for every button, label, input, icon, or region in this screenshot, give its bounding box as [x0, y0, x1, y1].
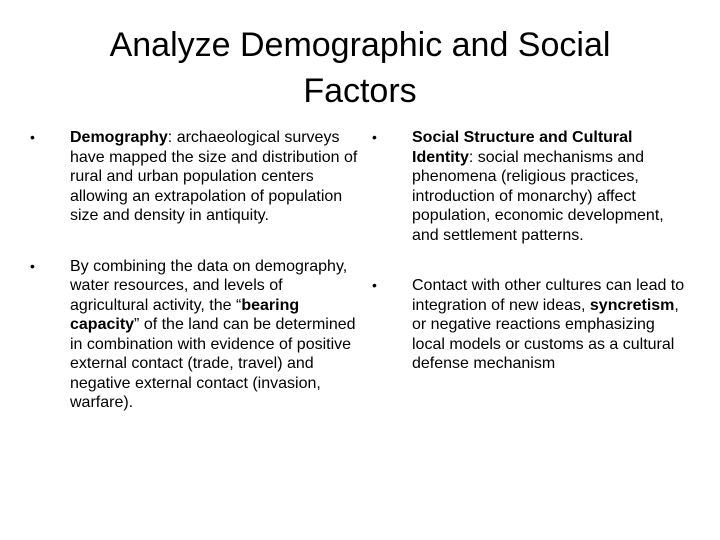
- term-social-structure: Social Structure and Cultural Identity: [412, 129, 633, 166]
- term-syncretism: syncretism: [589, 296, 675, 314]
- bullet-item-social-structure: [372, 128, 692, 245]
- term-demography: Demography: [70, 129, 168, 146]
- bullet-icon: •: [372, 277, 377, 293]
- bullet-icon: •: [372, 129, 377, 145]
- bullet-text-post: , or negative reactions emphasizing local models or customs as a cultural defense mechanism: [412, 296, 679, 372]
- left-bullet-list: [30, 128, 360, 413]
- bullet-text-pre: Contact with other cultures can lead to integration of new ideas,: [412, 277, 685, 314]
- term-bearing-capacity: bearing capacity: [70, 296, 300, 333]
- left-column: [30, 128, 360, 413]
- bullet-text-pre: By combining the data on demography, water resources, and levels of agricultural activity, the “: [70, 257, 348, 314]
- bullet-text-post: ” of the land can be determined in combination with evidence of positive external contact (trade, travel) and negative external contact (invasion, warfare).: [70, 316, 356, 411]
- slide-title: Analyze Demographic and Social Factors: [109, 26, 611, 110]
- bullet-text: : archaeological surveys have mapped the size and distribution of rural and urban population centers allowing an extrapolation of population size and density in antiquity.: [70, 129, 358, 224]
- bullet-item-demography: [30, 128, 360, 226]
- bullet-icon: •: [30, 129, 35, 145]
- bullet-icon: •: [30, 257, 35, 274]
- right-column: [372, 128, 692, 374]
- right-bullet-list: [372, 128, 692, 374]
- bullet-item-contact-cultures: [372, 276, 692, 374]
- bullet-item-bearing-capacity: [30, 257, 360, 413]
- bullet-text: : social mechanisms and phenomena (religious practices, introduction of monarchy) affect population, economic development, and settlement patterns.: [412, 148, 664, 244]
